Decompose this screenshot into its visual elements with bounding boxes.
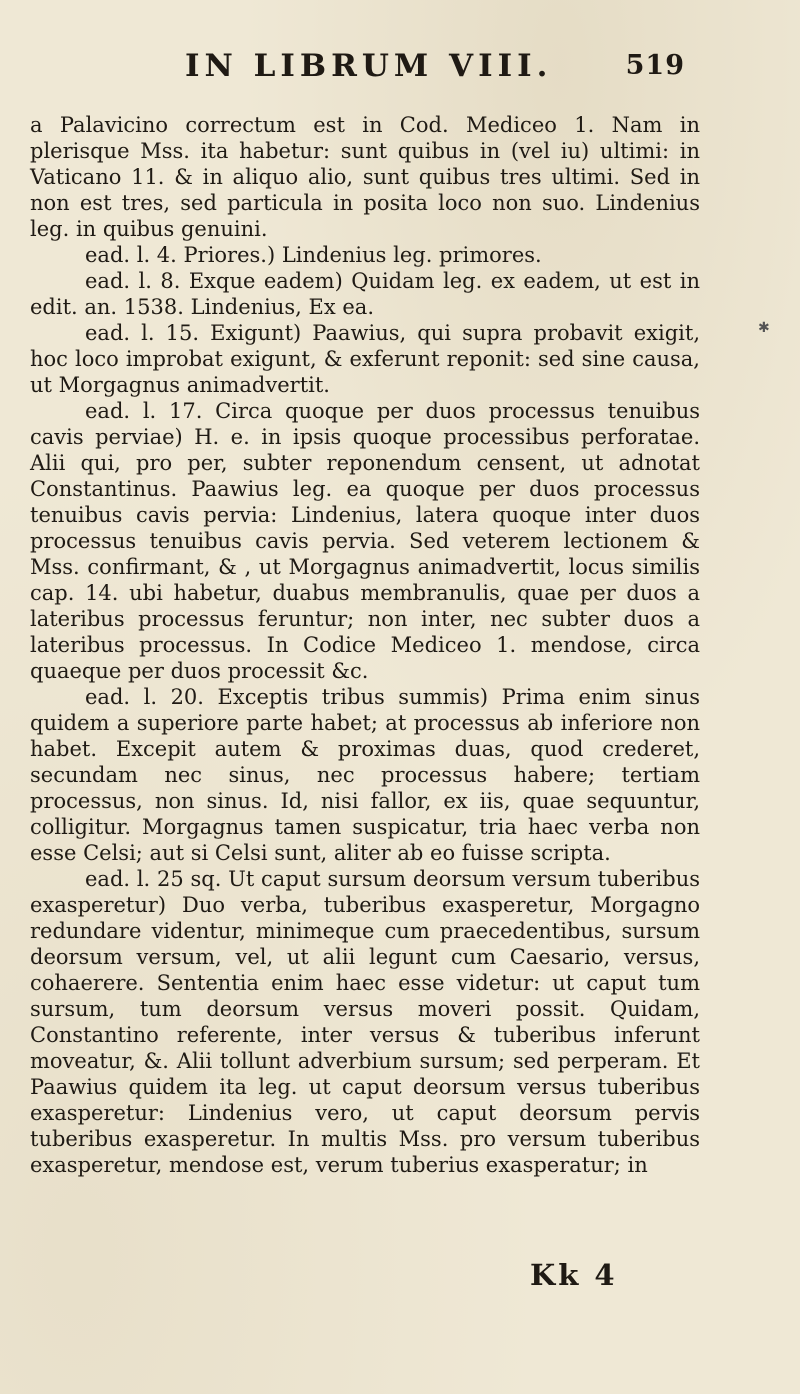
- body-text: [30, 112, 700, 1178]
- running-title: IN LIBRUM VIII.: [185, 48, 553, 84]
- paragraph: ead. l. 4. Priores.) Lindenius leg. primores.: [85, 243, 542, 267]
- margin-mark: ✱: [758, 320, 770, 336]
- paragraph: ead. l. 25 sq. Ut caput sursum deorsum versum tuberibus exasperetur) Duo verba, tuberibus exasperetur, Morgagno redundare videntur, minimeque cum praecedentibus, sursum deorsum versum, vel, ut alii legunt cum Caesario, versus, cohaerere. Sententia enim haec esse videtur: ut caput tum sursum, tum deorsum versus moveri possit. Quidam, Constantino referente, inter versus & tuberibus inferunt moveatur, &. Alii tollunt adverbium sursum; sed perperam. Et Paawius quidem ita leg. ut caput deorsum versus tuberibus exasperetur: Lindenius vero, ut caput deorsum pervis tuberibus exasperetur. In multis Mss. pro versum tuberibus exasperetur, mendose est, verum tuberius exasperatur; in: [30, 867, 700, 1177]
- paragraph: a Palavicino correctum est in Cod. Mediceo 1. Nam in plerisque Mss. ita habetur: sunt quibus in (vel iu) ultimi: in Vaticano 11. & in aliquo alio, sunt quibus tres ultimi. Sed in non est tres, sed particula in posita loco non suo. Lindenius leg. in quibus genuini.: [30, 113, 700, 241]
- page-header: [185, 48, 685, 96]
- paragraph: ead. l. 8. Exque eadem) Quidam leg. ex eadem, ut est in edit. an. 1538. Lindenius, Ex ea.: [30, 269, 700, 319]
- paragraph: ead. l. 17. Circa quoque per duos processus tenuibus cavis perviae) H. e. in ipsis quoque processibus perforatae. Alii qui, pro per, subter reponendum censent, ut adnotat Constantinus. Paawius leg. ea quoque per duos processus tenuibus cavis pervia: Lindenius, latera quoque inter duos processus tenuibus cavis pervia. Sed veterem lectionem & Mss. confirmant, & , ut Morgagnus animadvertit, locus similis cap. 14. ubi habetur, duabus membranulis, quae per duos a lateribus processus feruntur; non inter, nec subter duos a lateribus processus. In Codice Mediceo 1. mendose, circa quaeque per duos processit &c.: [30, 399, 700, 683]
- catchword: Kk 4: [530, 1258, 618, 1292]
- paragraph: ead. l. 15. Exigunt) Paawius, qui supra probavit exigit, hoc loco improbat exigunt, & exferunt reponit: sed sine causa, ut Morgagnus animadvertit.: [30, 321, 700, 397]
- paragraph: ead. l. 20. Exceptis tribus summis) Prima enim sinus quidem a superiore parte habet; at processus ab inferiore non habet. Excepit autem & proximas duas, quod crederet, secundam nec sinus, nec processus habere; tertiam processus, non sinus. Id, nisi fallor, ex iis, quae sequuntur, colligitur. Morgagnus tamen suspicatur, tria haec verba non esse Celsi; aut si Celsi sunt, aliter ab eo fuisse scripta.: [30, 685, 700, 865]
- page-number: 519: [625, 50, 685, 81]
